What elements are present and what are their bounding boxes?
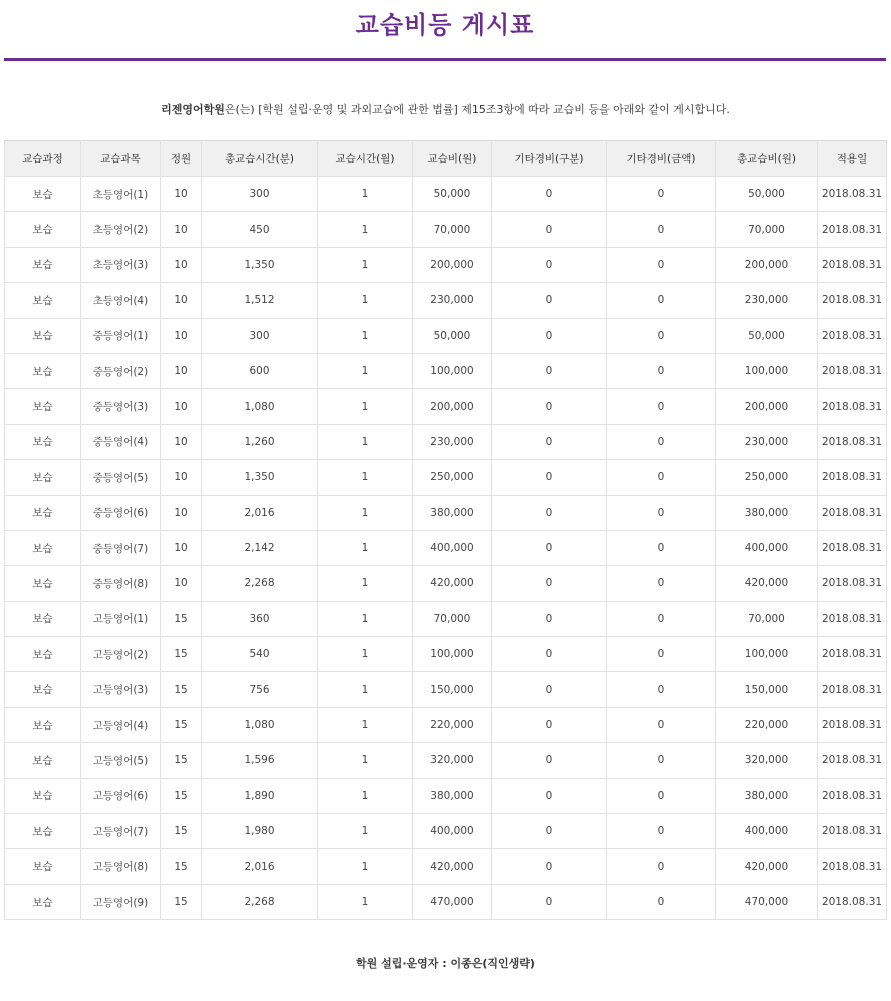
capacity-cell: 10 [161,530,202,565]
total-minutes-cell: 756 [202,672,318,707]
monthly-hours-cell: 1 [318,495,413,530]
effective-date-cell: 2018.08.31 [818,601,887,636]
fee-table [4,140,887,920]
course-cell: 보습 [5,530,81,565]
extra-type-header: 기타경비(구분) [492,141,607,177]
operator-signature: 학원 설립·운영자 : 이종은(직인생략) [356,957,535,970]
tuition-cell: 420,000 [413,849,492,884]
table-row [5,247,887,282]
tuition-cell: 470,000 [413,884,492,919]
table-row [5,353,887,388]
tuition-cell: 100,000 [413,637,492,672]
subject-cell: 초등영어(2) [81,212,161,247]
tuition-cell: 220,000 [413,707,492,742]
extra-amount-cell: 0 [607,707,716,742]
monthly-hours-cell: 1 [318,707,413,742]
subject-header: 교습과목 [81,141,161,177]
monthly-hours-cell: 1 [318,318,413,353]
subject-cell: 고등영어(4) [81,707,161,742]
total-tuition-cell: 420,000 [716,566,818,601]
tuition-cell: 100,000 [413,353,492,388]
effective-date-header: 적용일 [818,141,887,177]
total-tuition-cell: 100,000 [716,353,818,388]
extra-amount-cell: 0 [607,637,716,672]
intro-statement: 은(는) [학원 설립·운영 및 과외교습에 관한 법률] 제15조3항에 따라 교습비 등을 아래와 같이 게시합니다. [224,103,730,116]
extra-type-cell: 0 [492,849,607,884]
monthly-hours-cell: 1 [318,778,413,813]
capacity-cell: 15 [161,707,202,742]
subject-cell: 고등영어(8) [81,849,161,884]
total-minutes-header: 총교습시간(분) [202,141,318,177]
extra-type-cell: 0 [492,778,607,813]
extra-type-cell: 0 [492,389,607,424]
effective-date-cell: 2018.08.31 [818,353,887,388]
total-minutes-cell: 1,350 [202,247,318,282]
subject-cell: 중등영어(4) [81,424,161,459]
total-minutes-cell: 600 [202,353,318,388]
extra-amount-cell: 0 [607,460,716,495]
course-cell: 보습 [5,814,81,849]
table-row [5,460,887,495]
total-tuition-cell: 230,000 [716,424,818,459]
total-minutes-cell: 1,080 [202,707,318,742]
subject-cell: 중등영어(6) [81,495,161,530]
extra-amount-cell: 0 [607,672,716,707]
effective-date-cell: 2018.08.31 [818,389,887,424]
monthly-hours-cell: 1 [318,672,413,707]
extra-type-cell: 0 [492,177,607,212]
effective-date-cell: 2018.08.31 [818,707,887,742]
total-tuition-cell: 50,000 [716,177,818,212]
extra-amount-cell: 0 [607,601,716,636]
subject-cell: 고등영어(1) [81,601,161,636]
table-row [5,849,887,884]
effective-date-cell: 2018.08.31 [818,566,887,601]
tuition-cell: 230,000 [413,283,492,318]
total-minutes-cell: 1,080 [202,389,318,424]
total-tuition-cell: 320,000 [716,743,818,778]
tuition-cell: 400,000 [413,814,492,849]
tuition-cell: 400,000 [413,530,492,565]
course-cell: 보습 [5,424,81,459]
total-minutes-cell: 1,980 [202,814,318,849]
total-minutes-cell: 1,350 [202,460,318,495]
extra-type-cell: 0 [492,814,607,849]
capacity-cell: 10 [161,212,202,247]
extra-type-cell: 0 [492,884,607,919]
extra-type-cell: 0 [492,460,607,495]
table-row [5,814,887,849]
monthly-hours-cell: 1 [318,566,413,601]
tuition-cell: 380,000 [413,778,492,813]
total-tuition-cell: 380,000 [716,495,818,530]
monthly-hours-header: 교습시간(월) [318,141,413,177]
monthly-hours-cell: 1 [318,460,413,495]
table-row [5,743,887,778]
course-cell: 보습 [5,707,81,742]
capacity-cell: 10 [161,566,202,601]
total-minutes-cell: 2,268 [202,884,318,919]
extra-amount-cell: 0 [607,849,716,884]
total-minutes-cell: 1,596 [202,743,318,778]
effective-date-cell: 2018.08.31 [818,743,887,778]
extra-amount-cell: 0 [607,389,716,424]
capacity-cell: 10 [161,353,202,388]
table-row [5,318,887,353]
capacity-cell: 15 [161,601,202,636]
effective-date-cell: 2018.08.31 [818,212,887,247]
capacity-cell: 10 [161,283,202,318]
title-bar [4,0,886,61]
total-tuition-cell: 470,000 [716,884,818,919]
capacity-cell: 15 [161,672,202,707]
tuition-cell: 150,000 [413,672,492,707]
total-minutes-cell: 300 [202,318,318,353]
monthly-hours-cell: 1 [318,601,413,636]
extra-type-cell: 0 [492,247,607,282]
capacity-cell: 15 [161,884,202,919]
total-tuition-cell: 50,000 [716,318,818,353]
extra-amount-cell: 0 [607,566,716,601]
total-tuition-header: 총교습비(원) [716,141,818,177]
effective-date-cell: 2018.08.31 [818,672,887,707]
table-row [5,212,887,247]
capacity-cell: 10 [161,247,202,282]
table-row [5,177,887,212]
course-cell: 보습 [5,849,81,884]
course-cell: 보습 [5,318,81,353]
extra-type-cell: 0 [492,743,607,778]
course-cell: 보습 [5,212,81,247]
extra-amount-cell: 0 [607,177,716,212]
course-header: 교습과정 [5,141,81,177]
extra-amount-cell: 0 [607,318,716,353]
total-tuition-cell: 70,000 [716,212,818,247]
course-cell: 보습 [5,637,81,672]
extra-type-cell: 0 [492,353,607,388]
table-row [5,424,887,459]
extra-amount-cell: 0 [607,247,716,282]
extra-type-cell: 0 [492,637,607,672]
total-tuition-cell: 200,000 [716,247,818,282]
intro-text [0,101,891,119]
subject-cell: 중등영어(2) [81,353,161,388]
tuition-cell: 50,000 [413,177,492,212]
total-tuition-cell: 220,000 [716,707,818,742]
total-tuition-cell: 100,000 [716,637,818,672]
course-cell: 보습 [5,601,81,636]
capacity-cell: 10 [161,460,202,495]
effective-date-cell: 2018.08.31 [818,814,887,849]
capacity-cell: 10 [161,389,202,424]
tuition-cell: 70,000 [413,212,492,247]
extra-type-cell: 0 [492,530,607,565]
subject-cell: 고등영어(9) [81,884,161,919]
extra-type-cell: 0 [492,318,607,353]
extra-amount-cell: 0 [607,495,716,530]
table-row [5,389,887,424]
table-header-row [5,141,887,177]
total-minutes-cell: 360 [202,601,318,636]
effective-date-cell: 2018.08.31 [818,495,887,530]
subject-cell: 고등영어(3) [81,672,161,707]
extra-type-cell: 0 [492,672,607,707]
subject-cell: 고등영어(7) [81,814,161,849]
capacity-cell: 10 [161,495,202,530]
total-tuition-cell: 420,000 [716,849,818,884]
monthly-hours-cell: 1 [318,212,413,247]
table-row [5,495,887,530]
subject-cell: 초등영어(3) [81,247,161,282]
course-cell: 보습 [5,672,81,707]
tuition-cell: 50,000 [413,318,492,353]
capacity-cell: 15 [161,743,202,778]
table-row [5,707,887,742]
effective-date-cell: 2018.08.31 [818,460,887,495]
effective-date-cell: 2018.08.31 [818,530,887,565]
course-cell: 보습 [5,177,81,212]
table-row [5,601,887,636]
monthly-hours-cell: 1 [318,637,413,672]
course-cell: 보습 [5,283,81,318]
extra-amount-cell: 0 [607,424,716,459]
tuition-cell: 320,000 [413,743,492,778]
effective-date-cell: 2018.08.31 [818,283,887,318]
extra-type-cell: 0 [492,707,607,742]
subject-cell: 중등영어(1) [81,318,161,353]
course-cell: 보습 [5,884,81,919]
table-row [5,530,887,565]
total-minutes-cell: 2,268 [202,566,318,601]
effective-date-cell: 2018.08.31 [818,424,887,459]
effective-date-cell: 2018.08.31 [818,637,887,672]
monthly-hours-cell: 1 [318,247,413,282]
course-cell: 보습 [5,495,81,530]
subject-cell: 중등영어(7) [81,530,161,565]
tuition-cell: 230,000 [413,424,492,459]
capacity-cell: 15 [161,849,202,884]
tuition-cell: 70,000 [413,601,492,636]
capacity-cell: 15 [161,778,202,813]
capacity-cell: 10 [161,177,202,212]
effective-date-cell: 2018.08.31 [818,849,887,884]
total-tuition-cell: 400,000 [716,530,818,565]
tuition-header: 교습비(원) [413,141,492,177]
monthly-hours-cell: 1 [318,884,413,919]
extra-type-cell: 0 [492,601,607,636]
tuition-cell: 380,000 [413,495,492,530]
subject-cell: 중등영어(5) [81,460,161,495]
total-minutes-cell: 1,260 [202,424,318,459]
total-minutes-cell: 450 [202,212,318,247]
extra-type-cell: 0 [492,495,607,530]
extra-type-cell: 0 [492,212,607,247]
extra-amount-cell: 0 [607,283,716,318]
total-tuition-cell: 70,000 [716,601,818,636]
monthly-hours-cell: 1 [318,424,413,459]
monthly-hours-cell: 1 [318,814,413,849]
tuition-cell: 250,000 [413,460,492,495]
total-tuition-cell: 200,000 [716,389,818,424]
course-cell: 보습 [5,389,81,424]
extra-amount-cell: 0 [607,778,716,813]
total-minutes-cell: 1,890 [202,778,318,813]
course-cell: 보습 [5,743,81,778]
total-minutes-cell: 2,142 [202,530,318,565]
monthly-hours-cell: 1 [318,530,413,565]
table-row [5,672,887,707]
capacity-header: 정원 [161,141,202,177]
effective-date-cell: 2018.08.31 [818,247,887,282]
table-row [5,884,887,919]
subject-cell: 중등영어(3) [81,389,161,424]
capacity-cell: 10 [161,424,202,459]
table-row [5,283,887,318]
total-minutes-cell: 2,016 [202,849,318,884]
extra-type-cell: 0 [492,566,607,601]
monthly-hours-cell: 1 [318,849,413,884]
table-row [5,566,887,601]
subject-cell: 초등영어(1) [81,177,161,212]
monthly-hours-cell: 1 [318,743,413,778]
page-title: 교습비등 게시표 [355,11,535,39]
subject-cell: 고등영어(5) [81,743,161,778]
course-cell: 보습 [5,566,81,601]
monthly-hours-cell: 1 [318,177,413,212]
extra-amount-cell: 0 [607,884,716,919]
total-minutes-cell: 300 [202,177,318,212]
subject-cell: 중등영어(8) [81,566,161,601]
table-row [5,637,887,672]
effective-date-cell: 2018.08.31 [818,884,887,919]
tuition-cell: 200,000 [413,389,492,424]
total-tuition-cell: 380,000 [716,778,818,813]
capacity-cell: 15 [161,814,202,849]
total-tuition-cell: 250,000 [716,460,818,495]
table-body [5,177,887,920]
extra-type-cell: 0 [492,424,607,459]
total-minutes-cell: 2,016 [202,495,318,530]
subject-cell: 고등영어(2) [81,637,161,672]
capacity-cell: 10 [161,318,202,353]
effective-date-cell: 2018.08.31 [818,318,887,353]
extra-amount-cell: 0 [607,353,716,388]
capacity-cell: 15 [161,637,202,672]
course-cell: 보습 [5,778,81,813]
extra-amount-header: 기타경비(금액) [607,141,716,177]
monthly-hours-cell: 1 [318,353,413,388]
total-tuition-cell: 150,000 [716,672,818,707]
extra-amount-cell: 0 [607,814,716,849]
course-cell: 보습 [5,247,81,282]
total-minutes-cell: 1,512 [202,283,318,318]
effective-date-cell: 2018.08.31 [818,778,887,813]
academy-name: 리젠영어학원 [161,103,225,116]
monthly-hours-cell: 1 [318,283,413,318]
course-cell: 보습 [5,460,81,495]
subject-cell: 고등영어(6) [81,778,161,813]
effective-date-cell: 2018.08.31 [818,177,887,212]
monthly-hours-cell: 1 [318,389,413,424]
total-tuition-cell: 230,000 [716,283,818,318]
extra-amount-cell: 0 [607,212,716,247]
subject-cell: 초등영어(4) [81,283,161,318]
tuition-cell: 420,000 [413,566,492,601]
total-minutes-cell: 540 [202,637,318,672]
total-tuition-cell: 400,000 [716,814,818,849]
extra-amount-cell: 0 [607,530,716,565]
extra-amount-cell: 0 [607,743,716,778]
extra-type-cell: 0 [492,283,607,318]
course-cell: 보습 [5,353,81,388]
table-row [5,778,887,813]
tuition-cell: 200,000 [413,247,492,282]
